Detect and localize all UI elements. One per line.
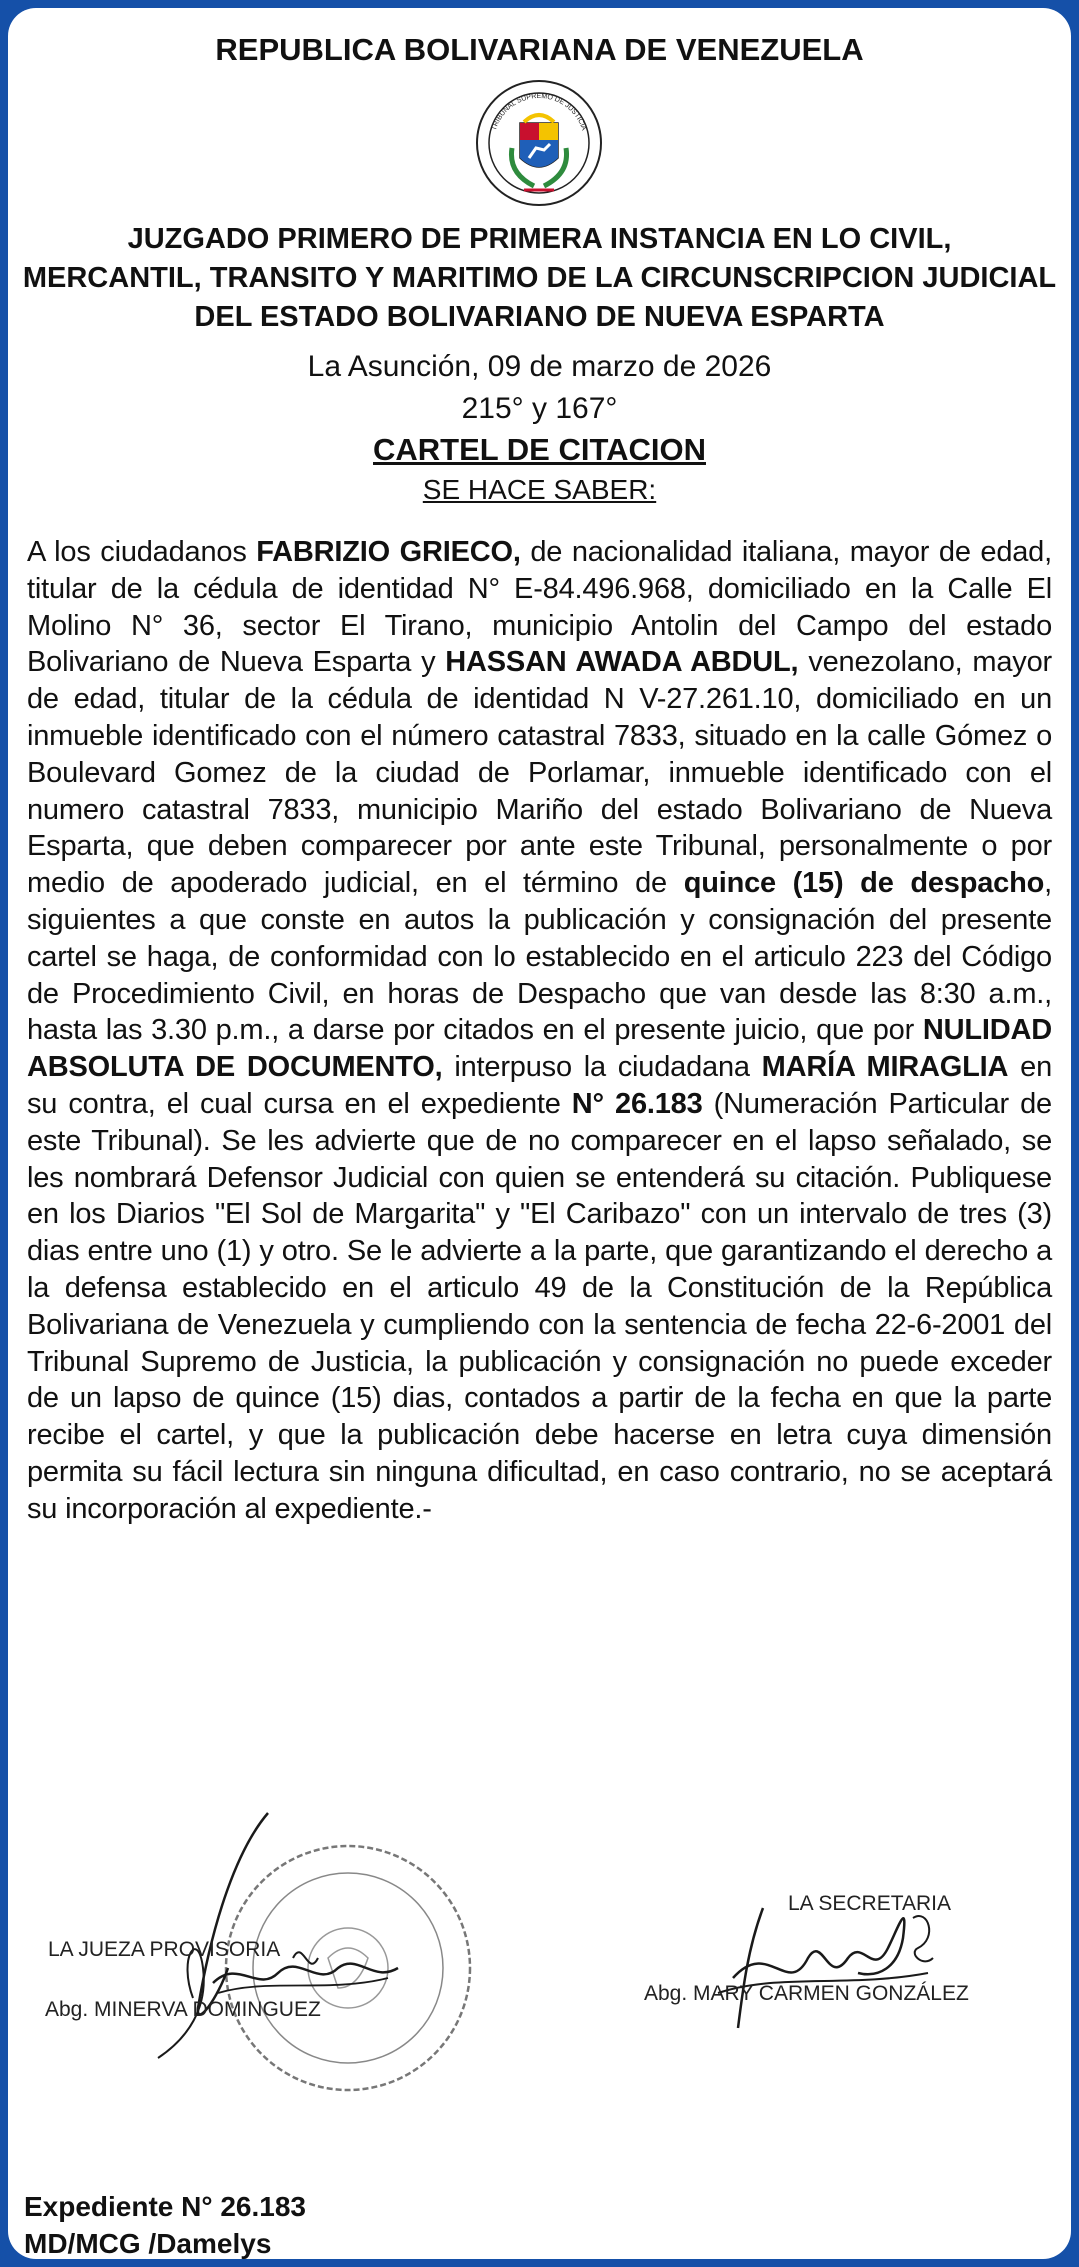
- body-text-run: , siguientes a que conste en autos la publicación y consignación del presente cartel se haga, de conformidad con lo establecido en el articulo 223 del Código de Procedimiento Civil, en horas de Despacho que van desde las 8:30 a.m., hasta las 3.30 p.m., a darse por citados en el presente juicio, que por: [27, 867, 1052, 1047]
- body-text-run: en su contra, el cual cursa en el expediente: [27, 1051, 1052, 1120]
- country-heading: REPUBLICA BOLIVARIANA DE VENEZUELA: [215, 32, 864, 67]
- body-text-run: A los ciudadanos: [27, 536, 257, 568]
- body-text-run: de nacionalidad italiana, mayor de edad, titular de la cédula de identidad N° E-84.496.968, domiciliado en la Calle El Molino N° 36, sector El Tirano, municipio Antolin del Campo del estado Bolivariano de Nueva Esparta y: [27, 536, 1052, 679]
- body-text-run: interpuso la ciudadana: [442, 1051, 762, 1084]
- years-line: 215° y 167°: [461, 392, 618, 425]
- body-bold-run: NULIDAD ABSOLUTA DE DOCUMENTO,: [27, 1014, 1052, 1084]
- judge-role-label: LA JUEZA PROVISORIA: [48, 1938, 281, 1961]
- footer-reference: [24, 2188, 306, 2259]
- notice-body: [27, 534, 1052, 1528]
- body-bold-run: MARÍA MIRAGLIA: [761, 1051, 1009, 1084]
- place-and-date: [8, 346, 1071, 430]
- secretary-role-label: LA SECRETARIA: [788, 1892, 951, 1915]
- expediente-number: Expediente N° 26.183: [24, 2191, 306, 2222]
- court-line: DEL ESTADO BOLIVARIANO DE NUEVA ESPARTA: [194, 301, 885, 333]
- seal-ring-text: TRIBUNAL SUPREMO DE JUSTICIA: [490, 92, 588, 132]
- notice-title: CARTEL DE CITACION: [373, 432, 706, 467]
- body-bold-run: FABRIZIO GRIECO,: [256, 536, 521, 568]
- notice-card: [8, 8, 1071, 2259]
- court-line: MERCANTIL, TRANSITO Y MARITIMO DE LA CIRCUNSCRIPCION JUDICIAL: [22, 262, 1057, 294]
- court-name: [8, 220, 1071, 337]
- body-text-run: venezolano, mayor de edad, titular de la cédula de identidad N V-27.261.10, domiciliado en un inmueble identificado con el número catastral 7833, situado en la calle Gómez o Boulevard Gomez de la ciudad de Porlamar, inmueble identificado con el numero catastral 7833, municipio Mariño del estado Bolivariano de Nueva Esparta, que deben comparecer por ante este Tribunal, personalmente o por medio de apoderado judicial, en el término de: [27, 646, 1052, 900]
- author-initials: MD/MCG /Damelys: [24, 2228, 272, 2259]
- court-line: JUZGADO PRIMERO DE PRIMERA INSTANCIA EN LO CIVIL,: [127, 223, 952, 255]
- secretary-name-label: Abg. MARY CARMEN GONZÁLEZ: [644, 1982, 969, 2005]
- body-bold-run: quince (15) de despacho: [683, 867, 1045, 900]
- judge-name-label: Abg. MINERVA DOMINGUEZ: [45, 1998, 321, 2021]
- place-date: La Asunción, 09 de marzo de 2026: [307, 350, 772, 383]
- coat-of-arms-seal: [474, 78, 604, 208]
- notice-subtitle: SE HACE SABER:: [422, 474, 657, 505]
- body-bold-run: HASSAN AWADA ABDUL,: [445, 646, 799, 679]
- signature-area: [8, 1808, 1071, 2168]
- body-bold-run: N° 26.183: [571, 1087, 703, 1120]
- body-text-run: (Numeración Particular de este Tribunal). Se les advierte que de no comparecer en el lapso señalado, se les nombrará Defensor Judicial con quien se entenderá su citación. Publiquese en los Diarios "El Sol de Margarita" y "El Caribazo" con un intervalo de tres (3) dias entre uno (1) y otro. Se le advierte a la parte, que garantizando el derecho a la defensa establecido en el articulo 49 de la Constitución de la República Bolivariana de Venezuela y cumpliendo con la sentencia de fecha 22-6-2001 del Tribunal Supremo de Justicia, la publicación y consignación no puede exceder de un lapso de quince (15) dias, contados a partir de la fecha en que la parte recibe el cartel, y que la publicación debe hacerse en letra cuya dimensión permita su fácil lectura sin ninguna dificultad, en caso contrario, no se aceptará su incorporación al expediente.-: [27, 1087, 1052, 1525]
